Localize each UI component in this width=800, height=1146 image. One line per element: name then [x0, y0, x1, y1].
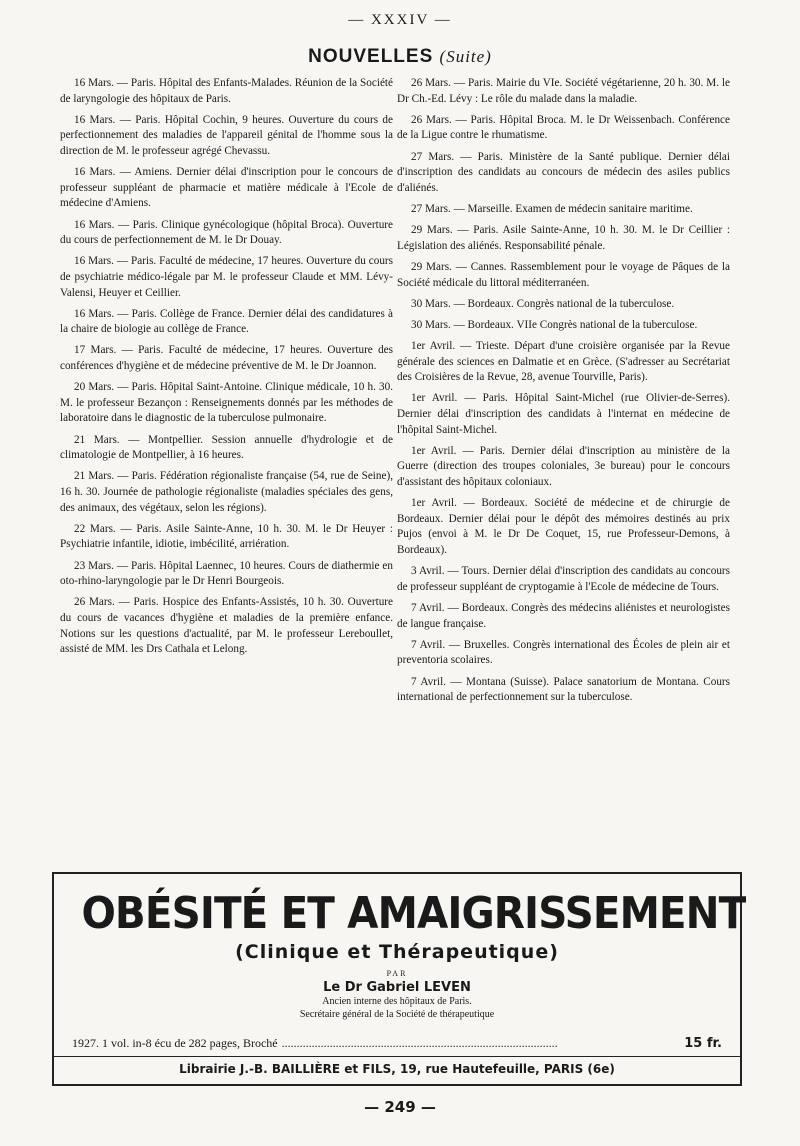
news-entry: 26 Mars. — Paris. Hôpital Broca. M. le Dr Weissenbach. Conférence de la Ligue contre le rhumatisme. — [397, 113, 730, 142]
news-entry: 23 Mars. — Paris. Hôpital Laennec, 10 heures. Cours de diathermie en oto-rhino-laryngologie par le Dr Henri Bourgeois. — [60, 559, 393, 588]
ad-title: OBÉSITÉ ET AMAIGRISSEMENT — [81, 888, 746, 939]
news-entry: 1er Avril. — Bordeaux. Société de médecine et de chirurgie de Bordeaux. Dernier délai pour le dépôt des mémoires destinés au prix Pujos (envoi à M. le Dr De Coquet, 15, rue Professeur-Demons, à Bordeaux). — [397, 497, 730, 556]
news-entry: 17 Mars. — Paris. Faculté de médecine, 17 heures. Ouverture des conférences d'hygiène et de médecine préventive de M. le Dr Joannon. — [60, 344, 393, 373]
ad-divider — [54, 1056, 740, 1057]
news-entry: 30 Mars. — Bordeaux. VIIe Congrès national de la tuberculose. — [411, 318, 698, 331]
ad-par: PAR — [386, 969, 408, 978]
ad-author-credential: Secrétaire général de la Société de thérapeutique — [299, 1009, 495, 1020]
news-entry: 3 Avril. — Tours. Dernier délai d'inscription des candidats au concours de professeur suppléant de cryptogamie à l'Ecole de médecine de Tours. — [397, 565, 730, 593]
ad-leader-dots: ............................................................................................ — [281, 1036, 558, 1050]
news-entry: 27 Mars. — Paris. Ministère de la Santé publique. Dernier délai d'inscription des candidats au concours de médecin des asiles publics d'aliénés. — [397, 150, 730, 194]
ad-author-credential: Ancien interne des hôpitaux de Paris. — [322, 996, 472, 1007]
ad-author: Le Dr Gabriel LEVEN — [323, 980, 471, 995]
section-heading — [0, 46, 800, 68]
news-entry: 16 Mars. — Paris. Clinique gynécologique (hôpital Broca). Ouverture du cours de perfectionnement de M. le Dr Douay. — [60, 218, 393, 247]
ad-price: 15 fr. — [684, 1036, 722, 1051]
ad-subtitle: (Clinique et Thérapeutique) — [235, 941, 559, 963]
news-entry: 16 Mars. — Paris. Collège de France. Dernier délai des candidatures à la chaire de biologie au collège de France. — [60, 307, 393, 336]
ad-publisher: Librairie J.-B. BAILLIÈRE et FILS, 19, rue Hautefeuille, PARIS (6e) — [179, 1062, 615, 1076]
news-entry: 22 Mars. — Paris. Asile Sainte-Anne, 10 h. 30. M. le Dr Heuyer : Psychiatrie infantile, idiotie, imbécilité, arriération. — [60, 522, 393, 551]
news-entry: 30 Mars. — Bordeaux. Congrès national de la tuberculose. — [411, 297, 675, 310]
news-entry: 16 Mars. — Paris. Faculté de médecine, 17 heures. Ouverture du cours de psychiatrie médico-légale par M. le professeur Claude et MM. Lévy-Valensi, Heuyer et Ceillier. — [60, 255, 393, 299]
news-entry: 1er Avril. — Paris. Hôpital Saint-Michel (rue Olivier-de-Serres). Dernier délai d'inscription des candidats à l'internat en médecine de l'hôpital Saint-Michel. — [397, 392, 730, 436]
news-entry: 26 Mars. — Paris. Hospice des Enfants-Assistés, 10 h. 30. Ouverture du cours de vacances d'hygiène et maladies de la première enfance. Notions sur les questions d'actualité, par M. le professeur Lereboullet, assisté de MM. les Drs Cathala et Lelong. — [60, 596, 393, 656]
section-title: NOUVELLES — [308, 46, 434, 67]
news-entry: 7 Avril. — Bruxelles. Congrès international des Écoles de plein air et preventoria scolaires. — [397, 638, 730, 667]
news-entry: 16 Mars. — Amiens. Dernier délai d'inscription pour le concours de professeur suppléant de pharmacie et matière médicale à l'Ecole de médecine d'Amiens. — [60, 166, 393, 210]
news-entry: 26 Mars. — Paris. Mairie du VIe. Société végétarienne, 20 h. 30. M. le Dr Ch.-Ed. Lévy : Le rôle du malade dans la maladie. — [397, 77, 730, 105]
right-column — [397, 76, 730, 711]
news-entry: 27 Mars. — Marseille. Examen de médecin sanitaire maritime. — [411, 202, 693, 215]
news-entry: 1er Avril. — Trieste. Départ d'une croisière organisée par la Revue générale des sciences en Dalmatie et en Grèce. (S'adresser au Secrétariat des Croisières de la Revue, 28, avenue Tourville, Paris). — [397, 340, 730, 384]
page-number: — 249 — — [364, 1098, 436, 1116]
news-entry: 16 Mars. — Paris. Hôpital des Enfants-Malades. Réunion de la Société de laryngologie des hôpitaux de Paris. — [60, 77, 393, 105]
news-entry: 29 Mars. — Cannes. Rassemblement pour le voyage de Pâques de la Société médicale du littoral méditerranéen. — [397, 260, 730, 289]
left-column — [60, 76, 393, 663]
news-entry: 20 Mars. — Paris. Hôpital Saint-Antoine. Clinique médicale, 10 h. 30. M. le professeur Bezançon : Renseignements donnés par les méthodes de laboratoire dans le diagnostic de la tuberculose pulmonaire. — [60, 381, 393, 425]
news-entry: 7 Avril. — Montana (Suisse). Palace sanatorium de Montana. Cours international de perfectionnement sur la tuberculose. — [397, 675, 730, 704]
ad-edition-line — [72, 1036, 722, 1051]
news-entry: 29 Mars. — Paris. Asile Sainte-Anne, 10 h. 30. M. le Dr Ceillier : Législation des aliénés. Responsabilité pénale. — [397, 224, 730, 252]
book-advertisement — [52, 872, 746, 1086]
news-entry: 21 Mars. — Paris. Fédération régionaliste française (54, rue de Seine), 16 h. 30. Journée de pathologie régionaliste (maladies spéciales des gens, des animaux, des végétaux, selon les régions). — [60, 470, 393, 514]
page-roman-numeral: — XXXIV — — [348, 12, 452, 28]
news-entry: 7 Avril. — Bordeaux. Congrès des médecins aliénistes et neurologistes de langue française. — [397, 601, 730, 630]
news-entry: 1er Avril. — Paris. Dernier délai d'inscription au ministère de la Guerre (direction des troupes coloniales, 3e bureau) pour le concours d'assistant des hôpitaux coloniaux. — [397, 444, 730, 488]
section-suite: (Suite) — [439, 47, 492, 66]
ad-edition: 1927. 1 vol. in-8 écu de 282 pages, Broché — [72, 1036, 278, 1050]
news-entry: 16 Mars. — Paris. Hôpital Cochin, 9 heures. Ouverture du cours de perfectionnement des maladies de l'appareil génital de l'homme sous la direction de M. le professeur agrégé Chevassu. — [60, 113, 393, 157]
news-entry: 21 Mars. — Montpellier. Session annuelle d'hydrologie et de climatologie de Montpellier, à 16 heures. — [60, 433, 393, 462]
